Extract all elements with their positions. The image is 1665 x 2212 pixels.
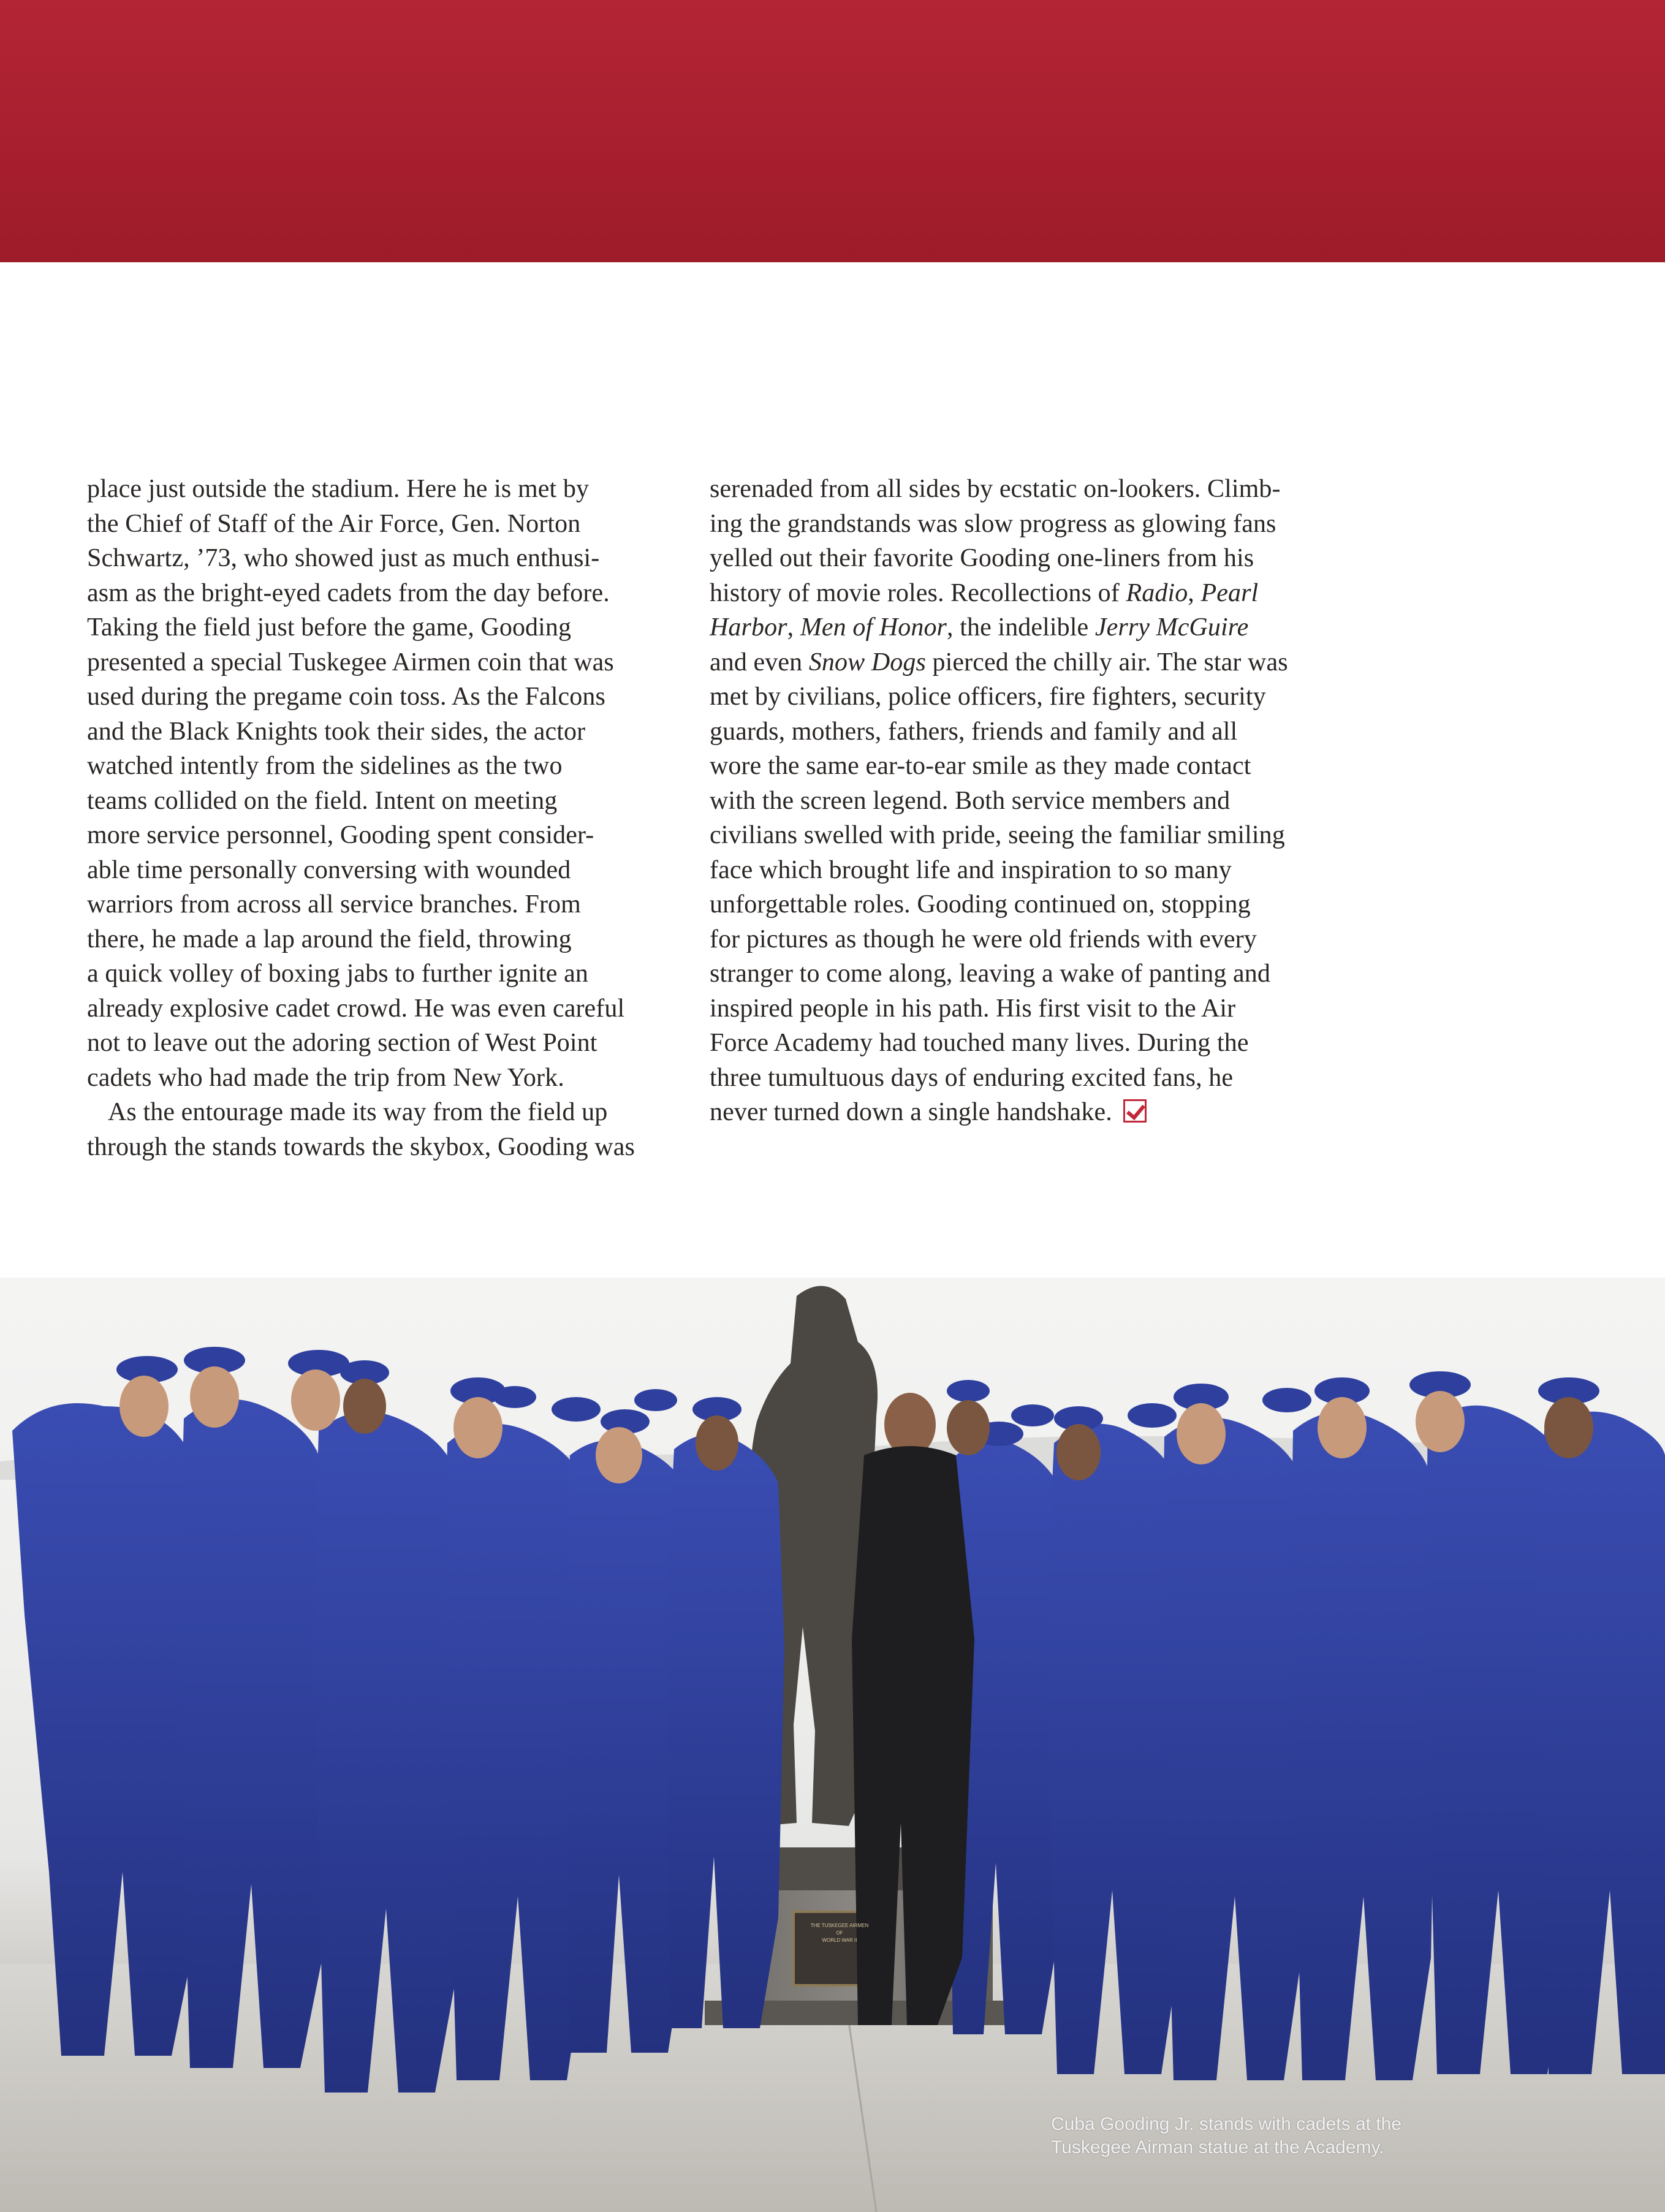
article-column-right xyxy=(710,472,1298,1130)
article-paragraph xyxy=(87,1095,654,1164)
article-paragraph xyxy=(710,472,1298,1130)
text-line: warriors from across all service branches. From xyxy=(87,890,581,919)
photo-caption xyxy=(1051,2113,1480,2159)
text-line: the Chief of Staff of the Air Force, Gen. Norton xyxy=(87,509,581,538)
text-line: not to leave out the adoring section of West Point xyxy=(87,1029,597,1057)
header-color-band xyxy=(0,0,1665,262)
text-line: through the stands towards the skybox, Gooding was xyxy=(87,1132,635,1161)
text-line: Taking the field just before the game, Gooding xyxy=(87,613,572,642)
text-line: As the entourage made its way from the field up xyxy=(108,1098,608,1126)
text-run: , xyxy=(787,613,800,642)
man-in-black-suit xyxy=(852,1393,974,2025)
plaque-line: WORLD WAR II xyxy=(822,1937,857,1943)
text-line: asm as the bright-eyed cadets from the day before. xyxy=(87,578,610,607)
text-line: guards, mothers, fathers, friends and family and all xyxy=(710,717,1238,746)
text-run: and even xyxy=(710,648,809,676)
text-line xyxy=(710,1098,1147,1126)
text-line: for pictures as though he were old friends with every xyxy=(710,925,1257,953)
text-run: history of movie roles. Recollections of xyxy=(710,578,1126,607)
text-run: never turned down a single handshake. xyxy=(710,1098,1112,1126)
text-line: civilians swelled with pride, seeing the familiar smiling xyxy=(710,821,1285,849)
text-line: there, he made a lap around the field, throwing xyxy=(87,925,572,953)
text-line: able time personally conversing with wounded xyxy=(87,855,571,884)
group-photo-illustration xyxy=(0,1278,1665,2212)
text-line: with the screen legend. Both service members and xyxy=(710,786,1231,815)
movie-title-pearl-harbor-part1: Pearl xyxy=(1200,578,1259,607)
checkmark-box-icon xyxy=(1123,1099,1147,1123)
text-line xyxy=(710,613,1248,642)
text-line: wore the same ear-to-ear smile as they made contact xyxy=(710,752,1251,780)
text-line: serenaded from all sides by ecstatic on-lookers. Climb- xyxy=(710,475,1281,503)
movie-title-jerry-mcguire: Jerry McGuire xyxy=(1094,613,1249,642)
article-column-left xyxy=(87,472,654,1164)
caption-line: Tuskegee Airman statue at the Academy. xyxy=(1051,2137,1384,2157)
text-line: watched intently from the sidelines as the two xyxy=(87,752,563,780)
text-line xyxy=(710,648,1288,676)
text-line: and the Black Knights took their sides, the actor xyxy=(87,717,586,746)
text-line: inspired people in his path. His first visit to the Air xyxy=(710,994,1236,1023)
text-line: Schwartz, ’73, who showed just as much enthusi- xyxy=(87,544,600,572)
text-line: already explosive cadet crowd. He was even careful xyxy=(87,994,625,1023)
plaque-line: OF xyxy=(836,1930,843,1936)
text-line: face which brought life and inspiration to so many xyxy=(710,855,1232,884)
movie-title-men-of-honor: Men of Honor xyxy=(800,613,947,642)
caption-line: Cuba Gooding Jr. stands with cadets at the xyxy=(1051,2114,1402,2134)
article-paragraph xyxy=(87,472,654,1095)
text-line: a quick volley of boxing jabs to further ignite an xyxy=(87,960,588,988)
text-line: teams collided on the field. Intent on meeting xyxy=(87,786,558,815)
text-line: presented a special Tuskegee Airmen coin that was xyxy=(87,648,614,676)
text-line: stranger to come along, leaving a wake of panting and xyxy=(710,960,1270,988)
text-run: pierced the chilly air. The star was xyxy=(925,648,1288,676)
text-line: three tumultuous days of enduring excited fans, he xyxy=(710,1063,1234,1092)
text-line: ing the grandstands was slow progress as glowing fans xyxy=(710,509,1276,538)
text-line xyxy=(710,579,1258,607)
text-line: yelled out their favorite Gooding one-liners from his xyxy=(710,544,1254,572)
text-run: , the indelible xyxy=(947,613,1095,642)
group-photo xyxy=(0,1278,1665,2212)
movie-title-radio: Radio xyxy=(1126,578,1188,607)
text-run: , xyxy=(1188,578,1201,607)
plaque-line: THE TUSKEGEE AIRMEN xyxy=(810,1923,869,1928)
text-line: Force Academy had touched many lives. During the xyxy=(710,1029,1249,1057)
movie-title-pearl-harbor-part2: Harbor xyxy=(710,613,787,642)
text-line: unforgettable roles. Gooding continued on, stopping xyxy=(710,890,1251,919)
movie-title-snow-dogs: Snow Dogs xyxy=(808,648,926,676)
text-line: more service personnel, Gooding spent consider- xyxy=(87,821,594,849)
text-line: met by civilians, police officers, fire fighters, security xyxy=(710,683,1266,711)
text-line: place just outside the stadium. Here he is met by xyxy=(87,475,590,503)
text-line: used during the pregame coin toss. As the Falcons xyxy=(87,683,605,711)
text-line: cadets who had made the trip from New York. xyxy=(87,1063,564,1092)
